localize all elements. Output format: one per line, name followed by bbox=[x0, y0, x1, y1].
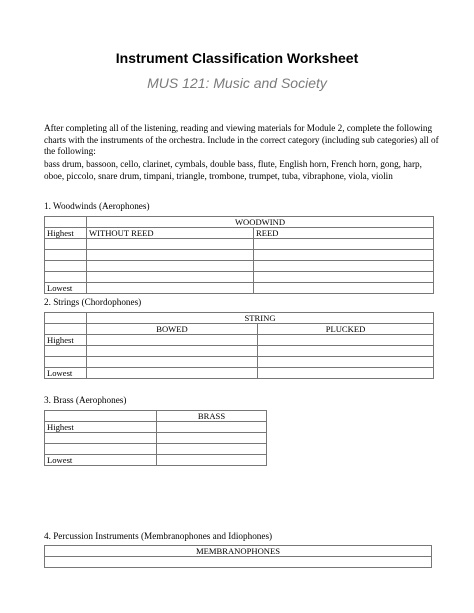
table-cell[interactable] bbox=[87, 357, 258, 368]
table-cell[interactable] bbox=[45, 217, 87, 228]
table-cell[interactable] bbox=[157, 433, 267, 444]
percussion-table bbox=[44, 545, 432, 568]
table-row bbox=[45, 228, 434, 239]
table-cell[interactable] bbox=[45, 261, 87, 272]
table-cell[interactable] bbox=[45, 250, 87, 261]
instrument-list: bass drum, bassoon, cello, clarinet, cymbals, double bass, flute, English horn, French horn, gong, harp, oboe, piccolo, snare drum, timpani, triangle, trombone, trumpet, tuba, vibraphone, viola, violin bbox=[44, 159, 422, 181]
highest-label: Highest bbox=[45, 335, 87, 346]
table-cell[interactable] bbox=[45, 444, 157, 455]
table-cell[interactable] bbox=[87, 283, 254, 294]
brass-table bbox=[44, 410, 267, 466]
table-cell[interactable] bbox=[45, 411, 157, 422]
table-row bbox=[45, 324, 434, 335]
table-cell[interactable] bbox=[87, 239, 254, 250]
reed-header: REED bbox=[254, 228, 434, 239]
table-row bbox=[45, 557, 432, 568]
table-cell[interactable] bbox=[45, 313, 87, 324]
woodwind-group-header: WOODWIND bbox=[87, 217, 434, 228]
table-cell[interactable] bbox=[254, 250, 434, 261]
table-cell[interactable] bbox=[258, 357, 434, 368]
table-row bbox=[45, 455, 267, 466]
table-cell[interactable] bbox=[157, 455, 267, 466]
table-row bbox=[45, 313, 434, 324]
table-row bbox=[45, 346, 434, 357]
table-row bbox=[45, 357, 434, 368]
lowest-label: Lowest bbox=[45, 368, 87, 379]
table-row bbox=[45, 546, 432, 557]
table-cell[interactable] bbox=[157, 444, 267, 455]
table-cell[interactable] bbox=[254, 261, 434, 272]
brass-heading: 3. Brass (Aerophones) bbox=[44, 395, 127, 405]
instructions-paragraph: After completing all of the listening, reading and viewing materials for Module 2, complete the following charts with the instruments of the orchestra. Include in the correct category (including sub categories) all of the following: bbox=[44, 123, 439, 156]
table-cell[interactable] bbox=[45, 433, 157, 444]
percussion-heading: 4. Percussion Instruments (Membranophones and Idiophones) bbox=[44, 531, 273, 541]
table-cell[interactable] bbox=[45, 239, 87, 250]
table-cell[interactable] bbox=[87, 250, 254, 261]
table-cell[interactable] bbox=[157, 422, 267, 433]
lowest-label: Lowest bbox=[45, 455, 157, 466]
lowest-label: Lowest bbox=[45, 283, 87, 294]
table-cell[interactable] bbox=[254, 239, 434, 250]
table-row bbox=[45, 261, 434, 272]
table-row bbox=[45, 217, 434, 228]
table-cell[interactable] bbox=[258, 368, 434, 379]
highest-label: Highest bbox=[45, 228, 87, 239]
table-cell[interactable] bbox=[45, 272, 87, 283]
woodwinds-table bbox=[44, 216, 434, 294]
membranophones-header: MEMBRANOPHONES bbox=[45, 546, 432, 557]
table-row bbox=[45, 272, 434, 283]
table-row bbox=[45, 444, 267, 455]
strings-table bbox=[44, 312, 434, 379]
table-row bbox=[45, 250, 434, 261]
table-cell[interactable] bbox=[87, 346, 258, 357]
table-cell[interactable] bbox=[45, 324, 87, 335]
table-row bbox=[45, 433, 267, 444]
table-cell[interactable] bbox=[87, 335, 258, 346]
highest-label: Highest bbox=[45, 422, 157, 433]
page-title: Instrument Classification Worksheet bbox=[115, 50, 359, 66]
table-cell[interactable] bbox=[254, 272, 434, 283]
table-row bbox=[45, 411, 267, 422]
table-cell[interactable] bbox=[45, 557, 432, 568]
table-cell[interactable] bbox=[87, 272, 254, 283]
table-cell[interactable] bbox=[45, 346, 87, 357]
table-cell[interactable] bbox=[258, 335, 434, 346]
brass-group-header: BRASS bbox=[157, 411, 267, 422]
woodwinds-heading: 1. Woodwinds (Aerophones) bbox=[44, 201, 150, 211]
table-row bbox=[45, 239, 434, 250]
table-row bbox=[45, 422, 267, 433]
table-cell[interactable] bbox=[87, 368, 258, 379]
strings-heading: 2. Strings (Chordophones) bbox=[44, 297, 142, 307]
without-reed-header: WITHOUT REED bbox=[87, 228, 254, 239]
table-row bbox=[45, 335, 434, 346]
table-cell[interactable] bbox=[254, 283, 434, 294]
table-row bbox=[45, 283, 434, 294]
bowed-header: BOWED bbox=[87, 324, 258, 335]
table-row bbox=[45, 368, 434, 379]
table-cell[interactable] bbox=[258, 346, 434, 357]
string-group-header: STRING bbox=[87, 313, 434, 324]
table-cell[interactable] bbox=[87, 261, 254, 272]
page-subtitle: MUS 121: Music and Society bbox=[147, 75, 327, 91]
table-cell[interactable] bbox=[45, 357, 87, 368]
plucked-header: PLUCKED bbox=[258, 324, 434, 335]
